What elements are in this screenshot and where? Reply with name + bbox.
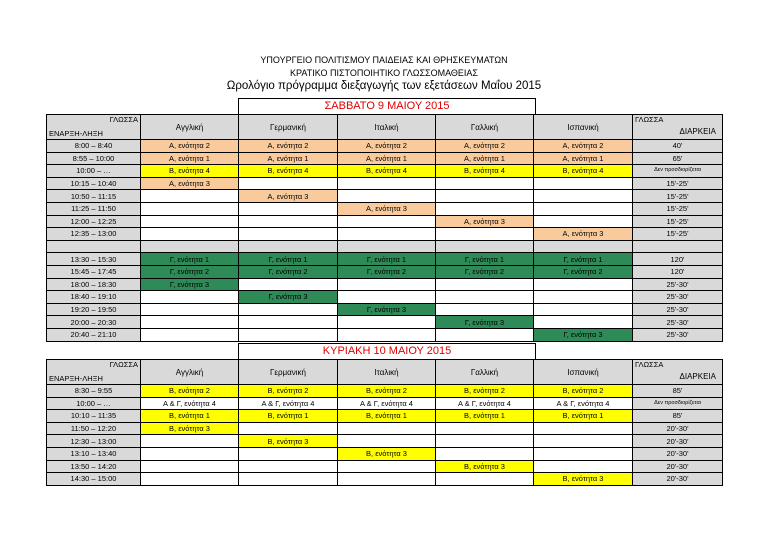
exam-cell — [436, 422, 534, 435]
duration-cell: 40' — [633, 140, 723, 153]
exam-cell: Β, ενότητα 4 — [436, 165, 534, 178]
corner-header — [47, 360, 141, 385]
duration-cell: 20'-30' — [633, 473, 723, 486]
exam-cell — [534, 240, 633, 253]
exam-cell: Γ, ενότητα 1 — [436, 253, 534, 266]
time-cell: 8:00 – 8:40 — [47, 140, 141, 153]
exam-cell — [534, 291, 633, 304]
exam-cell: Α, ενότητα 2 — [239, 140, 338, 153]
exam-cell — [141, 215, 239, 228]
exam-cell: Β, ενότητα 4 — [239, 165, 338, 178]
exam-cell: Α, ενότητα 3 — [239, 190, 338, 203]
language-header: Αγγλική — [141, 115, 239, 140]
table-row — [47, 447, 723, 460]
exam-cell — [141, 316, 239, 329]
exam-cell: Β, ενότητα 2 — [338, 385, 436, 398]
exam-cell — [239, 228, 338, 241]
exam-cell — [338, 190, 436, 203]
exam-cell: Α, ενότητα 1 — [239, 152, 338, 165]
certificate-title: ΚΡΑΤΙΚΟ ΠΙΣΤΟΠΟΙΗΤΙΚΟ ΓΛΩΣΣΟΜΑΘΕΙΑΣ — [290, 68, 478, 78]
exam-cell — [239, 316, 338, 329]
exam-cell: Α, ενότητα 3 — [534, 228, 633, 241]
schedule-title: Ωρολόγιο πρόγραμμα διεξαγωγής των εξετάσεων Μαΐου 2015 — [226, 80, 542, 92]
exam-cell — [141, 473, 239, 486]
exam-cell — [338, 177, 436, 190]
exam-cell — [534, 215, 633, 228]
duration-cell: Δεν προσδιορίζεται — [633, 397, 723, 410]
exam-cell — [239, 240, 338, 253]
exam-cell — [338, 435, 436, 448]
duration-cell: 15'-25' — [633, 190, 723, 203]
corner-time-label: ΕΝΑΡΞΗ-ΛΗΞΗ — [49, 128, 103, 138]
language-header: Ιταλική — [338, 115, 436, 140]
time-cell: 13:30 – 15:30 — [47, 253, 141, 266]
table-row — [47, 190, 723, 203]
exam-cell — [338, 278, 436, 291]
exam-cell — [534, 422, 633, 435]
exam-cell: Γ, ενότητα 1 — [141, 253, 239, 266]
exam-cell — [338, 240, 436, 253]
exam-cell: Β, ενότητα 4 — [338, 165, 436, 178]
duration-cell: 15'-25' — [633, 177, 723, 190]
exam-cell: Γ, ενότητα 1 — [338, 253, 436, 266]
exam-cell: Α, ενότητα 2 — [436, 140, 534, 153]
duration-cell: 15'-25' — [633, 215, 723, 228]
time-cell: 10:50 – 11:15 — [47, 190, 141, 203]
time-cell: 19:20 – 19:50 — [47, 303, 141, 316]
exam-cell: Α, ενότητα 2 — [141, 140, 239, 153]
exam-cell: Α & Γ, ενότητα 4 — [338, 397, 436, 410]
exam-cell: Β, ενότητα 2 — [534, 385, 633, 398]
exam-cell — [338, 291, 436, 304]
language-header: Γαλλική — [436, 115, 534, 140]
exam-cell: Γ, ενότητα 3 — [141, 278, 239, 291]
duration-header — [633, 115, 723, 140]
table-row — [47, 328, 723, 341]
schedule-table-saturday — [46, 114, 723, 342]
table-row — [47, 291, 723, 304]
table-row — [47, 422, 723, 435]
exam-cell — [338, 473, 436, 486]
exam-cell — [239, 422, 338, 435]
duration-header — [633, 360, 723, 385]
exam-cell — [239, 328, 338, 341]
exam-cell — [338, 316, 436, 329]
exam-cell: Α, ενότητα 1 — [338, 152, 436, 165]
exam-cell: Β, ενότητα 2 — [436, 385, 534, 398]
duration-cell: 25'-30' — [633, 316, 723, 329]
exam-cell: Β, ενότητα 1 — [141, 410, 239, 423]
duration-cell: 65' — [633, 152, 723, 165]
time-cell: 13:50 – 14:20 — [47, 460, 141, 473]
language-header: Γερμανική — [239, 360, 338, 385]
time-cell: 18:40 – 19:10 — [47, 291, 141, 304]
exam-cell: Γ, ενότητα 1 — [534, 253, 633, 266]
exam-cell: Α & Γ, ενότητα 4 — [436, 397, 534, 410]
exam-cell: Β, ενότητα 3 — [141, 422, 239, 435]
header-row — [47, 360, 723, 385]
exam-cell — [239, 177, 338, 190]
exam-cell: Γ, ενότητα 2 — [141, 265, 239, 278]
table-row — [47, 253, 723, 266]
exam-cell — [534, 303, 633, 316]
duration-label: ΔΙΑΡΚΕΙΑ — [679, 127, 716, 136]
duration-cell: 20'-30' — [633, 422, 723, 435]
exam-cell — [141, 240, 239, 253]
exam-cell: Α & Γ, ενότητα 4 — [239, 397, 338, 410]
exam-cell: Α & Γ, ενότητα 4 — [141, 397, 239, 410]
exam-cell — [436, 202, 534, 215]
corner-header — [47, 115, 141, 140]
exam-cell — [239, 202, 338, 215]
duration-language-label: ΓΛΩΣΣΑ — [635, 360, 664, 369]
duration-cell: 120' — [633, 253, 723, 266]
exam-cell — [141, 291, 239, 304]
exam-cell — [141, 435, 239, 448]
spacer-row — [47, 240, 723, 253]
duration-cell: 20'-30' — [633, 447, 723, 460]
time-cell: 12:30 – 13:00 — [47, 435, 141, 448]
exam-cell — [436, 177, 534, 190]
time-cell: 20:00 – 20:30 — [47, 316, 141, 329]
exam-cell: Β, ενότητα 2 — [141, 385, 239, 398]
exam-cell: Γ, ενότητα 3 — [534, 328, 633, 341]
exam-cell: Α, ενότητα 2 — [534, 140, 633, 153]
exam-cell: Α, ενότητα 3 — [436, 215, 534, 228]
exam-cell — [141, 303, 239, 316]
exam-cell — [534, 278, 633, 291]
exam-cell — [338, 460, 436, 473]
time-cell: 10:15 – 10:40 — [47, 177, 141, 190]
time-cell: 8:30 – 9:55 — [47, 385, 141, 398]
exam-cell: Α & Γ, ενότητα 4 — [534, 397, 633, 410]
duration-cell: 85' — [633, 410, 723, 423]
exam-cell: Α, ενότητα 3 — [141, 177, 239, 190]
exam-cell — [436, 447, 534, 460]
duration-cell: 85' — [633, 385, 723, 398]
day-title-sunday: ΚΥΡΙΑΚΗ 10 ΜΑΙΟΥ 2015 — [238, 343, 536, 359]
exam-cell — [239, 473, 338, 486]
exam-cell: Β, ενότητα 4 — [534, 165, 633, 178]
exam-cell — [436, 228, 534, 241]
exam-cell: Β, ενότητα 3 — [436, 460, 534, 473]
exam-cell — [239, 215, 338, 228]
exam-cell — [534, 447, 633, 460]
exam-cell — [534, 177, 633, 190]
corner-language-label: ΓΛΩΣΣΑ — [109, 115, 138, 124]
duration-cell: 25'-30' — [633, 278, 723, 291]
table-row — [47, 265, 723, 278]
exam-cell: Γ, ενότητα 2 — [436, 265, 534, 278]
time-cell: 14:30 – 15:00 — [47, 473, 141, 486]
exam-cell: Β, ενότητα 3 — [338, 447, 436, 460]
time-cell — [47, 240, 141, 253]
exam-cell: Α, ενότητα 1 — [141, 152, 239, 165]
time-cell: 8:55 – 10:00 — [47, 152, 141, 165]
language-header: Ισπανική — [534, 360, 633, 385]
duration-cell: 25'-30' — [633, 291, 723, 304]
exam-cell — [239, 447, 338, 460]
exam-cell: Β, ενότητα 2 — [239, 385, 338, 398]
exam-cell: Α, ενότητα 1 — [534, 152, 633, 165]
exam-cell — [534, 190, 633, 203]
exam-cell — [436, 278, 534, 291]
duration-cell: 20'-30' — [633, 460, 723, 473]
exam-cell: Β, ενότητα 3 — [534, 473, 633, 486]
table-row — [47, 215, 723, 228]
table-row — [47, 177, 723, 190]
table-row — [47, 228, 723, 241]
exam-cell: Β, ενότητα 3 — [239, 435, 338, 448]
exam-cell — [534, 316, 633, 329]
exam-cell: Γ, ενότητα 2 — [534, 265, 633, 278]
exam-cell: Α, ενότητα 2 — [338, 140, 436, 153]
table-row — [47, 316, 723, 329]
table-row — [47, 410, 723, 423]
exam-cell: Γ, ενότητα 2 — [239, 265, 338, 278]
exam-cell — [436, 473, 534, 486]
time-cell: 20:40 – 21:10 — [47, 328, 141, 341]
duration-language-label: ΓΛΩΣΣΑ — [635, 115, 664, 124]
table-row — [47, 152, 723, 165]
exam-cell — [338, 328, 436, 341]
table-row — [47, 140, 723, 153]
exam-cell — [436, 190, 534, 203]
language-header: Ισπανική — [534, 115, 633, 140]
exam-cell — [436, 435, 534, 448]
language-header: Γερμανική — [239, 115, 338, 140]
language-header: Γαλλική — [436, 360, 534, 385]
exam-cell — [436, 328, 534, 341]
exam-cell — [338, 422, 436, 435]
ministry-title: ΥΠΟΥΡΓΕΙΟ ΠΟΛΙΤΙΣΜΟΥ ΠΑΙΔΕΙΑΣ ΚΑΙ ΘΡΗΣΚΕΥΜΑΤΩΝ — [260, 55, 508, 65]
time-cell: 11:25 – 11:50 — [47, 202, 141, 215]
duration-label: ΔΙΑΡΚΕΙΑ — [679, 372, 716, 381]
duration-cell: 15'-25' — [633, 228, 723, 241]
exam-cell — [239, 303, 338, 316]
exam-cell — [534, 460, 633, 473]
table-row — [47, 473, 723, 486]
day-title-saturday: ΣΑΒΒΑΤΟ 9 ΜΑΙΟΥ 2015 — [238, 98, 536, 114]
exam-cell — [338, 228, 436, 241]
exam-cell: Γ, ενότητα 1 — [239, 253, 338, 266]
exam-cell — [338, 215, 436, 228]
exam-cell — [436, 291, 534, 304]
duration-cell: 25'-30' — [633, 328, 723, 341]
header-row — [47, 115, 723, 140]
time-cell: 15:45 – 17:45 — [47, 265, 141, 278]
exam-cell — [141, 228, 239, 241]
table-row — [47, 278, 723, 291]
exam-cell — [141, 328, 239, 341]
exam-cell: Β, ενότητα 1 — [534, 410, 633, 423]
table-row — [47, 303, 723, 316]
time-cell: 12:00 – 12:25 — [47, 215, 141, 228]
exam-cell: Γ, ενότητα 3 — [436, 316, 534, 329]
exam-cell: Γ, ενότητα 3 — [338, 303, 436, 316]
exam-cell: Α, ενότητα 3 — [338, 202, 436, 215]
duration-cell: Δεν προσδιορίζεται — [633, 165, 723, 178]
time-cell: 11:50 – 12:20 — [47, 422, 141, 435]
time-cell: 12:35 – 13:00 — [47, 228, 141, 241]
duration-cell — [633, 240, 723, 253]
exam-cell — [436, 303, 534, 316]
exam-cell — [534, 202, 633, 215]
exam-cell — [436, 240, 534, 253]
table-row — [47, 460, 723, 473]
duration-cell: 15'-25' — [633, 202, 723, 215]
exam-cell: Β, ενότητα 4 — [141, 165, 239, 178]
table-row — [47, 202, 723, 215]
exam-cell — [141, 190, 239, 203]
exam-cell: Β, ενότητα 1 — [436, 410, 534, 423]
language-header: Αγγλική — [141, 360, 239, 385]
corner-language-label: ΓΛΩΣΣΑ — [109, 360, 138, 369]
corner-time-label: ΕΝΑΡΞΗ-ΛΗΞΗ — [49, 373, 103, 383]
exam-cell: Β, ενότητα 1 — [239, 410, 338, 423]
exam-cell — [141, 202, 239, 215]
duration-cell: 120' — [633, 265, 723, 278]
exam-cell — [534, 435, 633, 448]
time-cell: 13:10 – 13:40 — [47, 447, 141, 460]
exam-cell: Α, ενότητα 1 — [436, 152, 534, 165]
exam-cell: Γ, ενότητα 3 — [239, 291, 338, 304]
duration-cell: 20'-30' — [633, 435, 723, 448]
exam-cell — [239, 460, 338, 473]
exam-cell — [141, 447, 239, 460]
schedule-table-sunday — [46, 359, 723, 486]
exam-cell — [239, 278, 338, 291]
language-header: Ιταλική — [338, 360, 436, 385]
table-row — [47, 397, 723, 410]
exam-cell — [141, 460, 239, 473]
table-row — [47, 385, 723, 398]
time-cell: 10:00 – … — [47, 397, 141, 410]
duration-cell: 25'-30' — [633, 303, 723, 316]
exam-cell: Γ, ενότητα 2 — [338, 265, 436, 278]
time-cell: 10:00 – … — [47, 165, 141, 178]
exam-cell: Β, ενότητα 1 — [338, 410, 436, 423]
time-cell: 18:00 – 18:30 — [47, 278, 141, 291]
table-row — [47, 165, 723, 178]
time-cell: 10:10 – 11:35 — [47, 410, 141, 423]
table-row — [47, 435, 723, 448]
